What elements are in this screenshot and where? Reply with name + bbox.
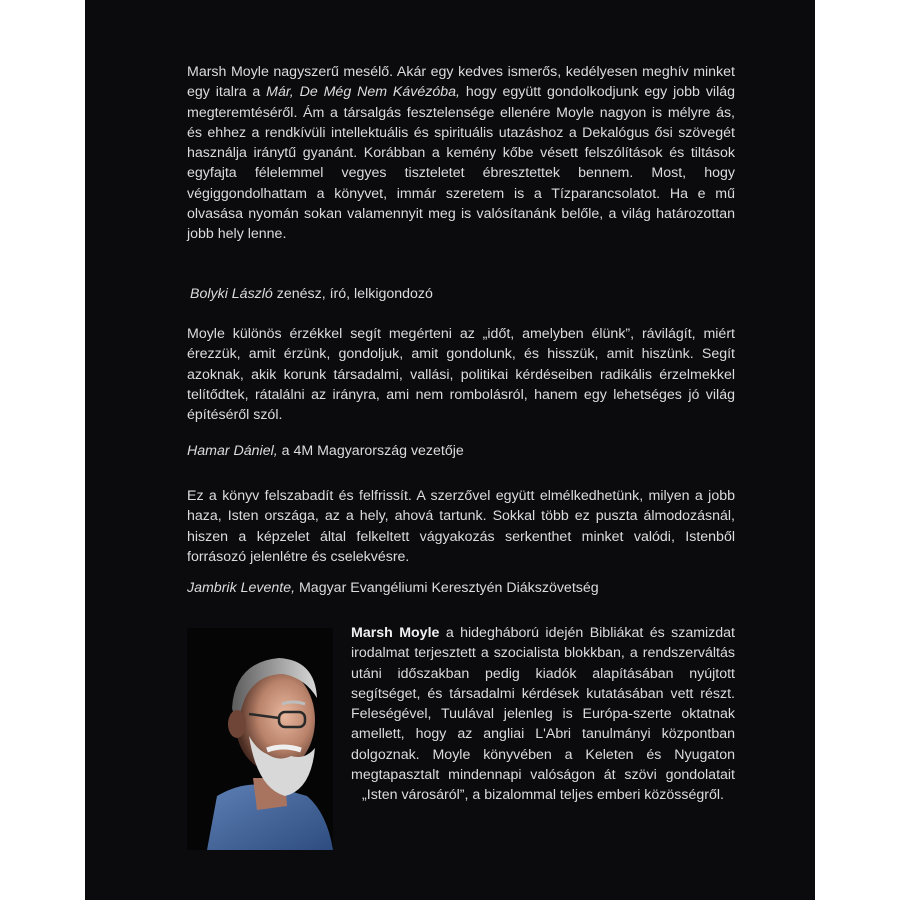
endorsement-2-text: Moyle különös érzékkel segít megérteni az „időt, amelyben élünk”, rávilágít, miért érezzük, amit érzünk, gondoljuk, amit gondolunk, és hisszük, amit hiszünk. Segít azoknak, akik korunk társadalmi, vallási, politikai kérdéseiben radikális érzelmekkel telítődtek, rátalálni az irányra, ami nem rombolásról, hanem egy lehetséges jó világ építéséről szól. (187, 326, 735, 424)
author-bio-text: a hidegháború idején Bibliákat és szamizdat irodalmat terjesztett a szocialista blokkban, a rendszerváltás utáni időszakban pedig kiadók alapításában nyújtott segítséget, és társadalmi kérdések kutatásában vett részt. Feleségével, Tuulával jelenleg is Európa-szerte oktatnak amellett, hogy az angliai L'Abri tanulmányi központban dolgoznak. Moyle könyvében a Keleten és Nyugaton megtapasztalt mindennapi valóságon át szövi gondolatait „Isten városáról”, a bizalommal teljes emberi közösségről. (351, 625, 735, 804)
endorsement-1-author: Bolyki László (190, 286, 273, 302)
endorsement-3 (187, 486, 735, 567)
endorsement-3-text: Ez a könyv felszabadít és felfrissít. A szerzővel együtt elmélkedhetünk, milyen a jobb haza, Isten országa, az a hely, ahová tartunk. Sokkal több ez puszta álmodozásnál, hiszen a képzelet által felkeltett vágyakozás serkenthet minket valódi, Istenből forrásozó jelenlétre és cselekvésre. (187, 488, 735, 565)
endorsement-3-author: Jambrik Levente, (187, 580, 296, 596)
endorsement-2-author: Hamar Dániel, (187, 443, 278, 459)
endorsement-1-text-part1: Marsh Moyle nagyszerű mesélő. Akár egy kedves ismerős, kedélyesen meghív minket egy italra a (187, 64, 735, 101)
endorsement-2-attribution (187, 441, 735, 461)
endorsement-1-cafe-name: Már, De Még Nem Kávézóba, (266, 84, 460, 101)
endorsement-2-role: a 4M Magyarország vezetője (277, 443, 464, 459)
endorsement-2 (187, 324, 735, 425)
author-name: Marsh Moyle (351, 625, 440, 641)
endorsement-1-attribution (190, 284, 738, 304)
endorsement-1-text (187, 62, 735, 245)
author-photo (187, 628, 333, 850)
author-portrait-illustration (187, 628, 333, 850)
author-bio (351, 623, 735, 806)
endorsement-3-attribution (187, 578, 735, 598)
endorsement-1-role: zenész, író, lelkigondozó (272, 286, 433, 302)
endorsement-1 (187, 62, 735, 245)
endorsement-3-role: Magyar Evangéliumi Keresztyén Diákszövetség (295, 580, 599, 596)
endorsement-1-text-part2: hogy együtt gondolkodjunk egy jobb világ megteremtéséről. Ám a társalgás fesztelensége ellenére Moyle nagyon is mélyre ás, és ehhez a rendkívüli intellektuális és spirituális utazáshoz a Dekalógus ősi szövegét használja iránytű gyanánt. Korábban a kemény kőbe vésett felszólítások és tiltások egyfajta félelemmel vegyes tiszteletet ébresztettek bennem. Most, hogy végiggondolhattam a könyvet, immár szeretem is a Tízparancsolatot. Ha e mű olvasása nyomán sokan valamennyit meg is valósítanánk belőle, a világ határozottan jobb hely lenne. (187, 84, 736, 243)
book-back-cover (85, 0, 815, 900)
